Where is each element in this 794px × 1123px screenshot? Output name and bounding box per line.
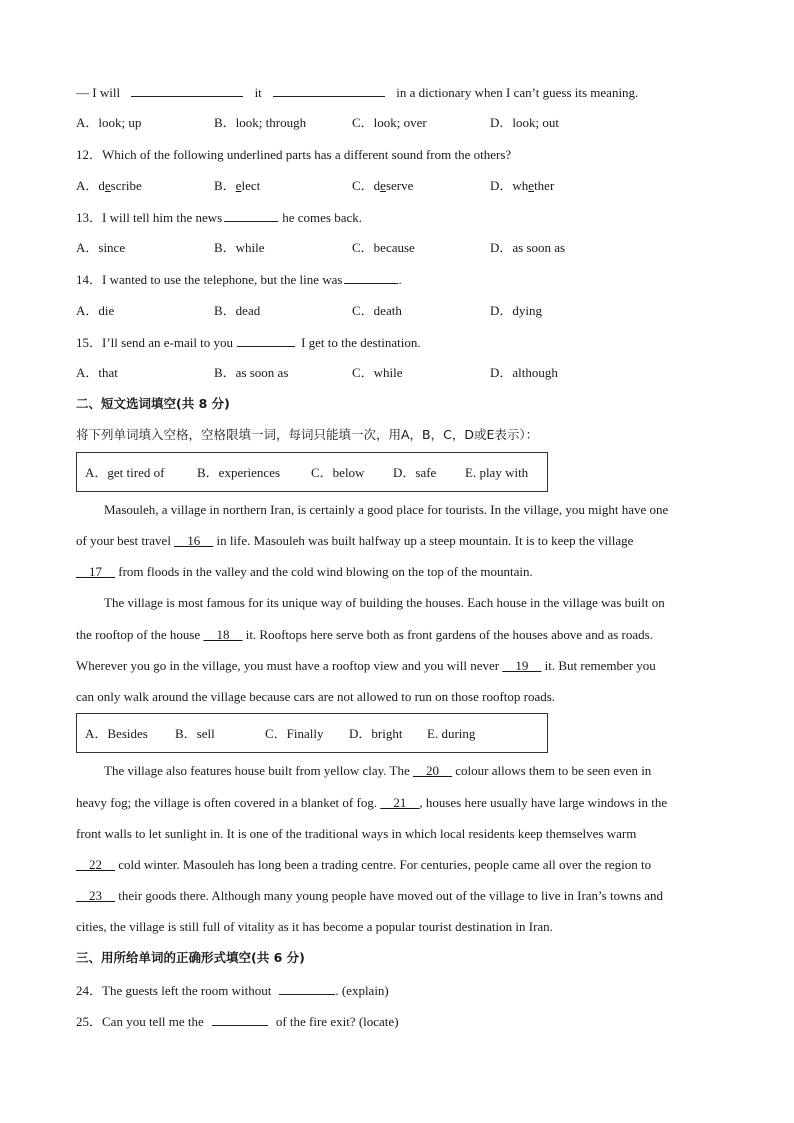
option-c: C．while — [352, 365, 403, 380]
blank-19: __19__ — [502, 658, 542, 673]
option-a: A．describe — [76, 178, 142, 193]
question-25: 25．Can you tell me the of the fire exit? (locate) — [76, 1014, 399, 1029]
blank-17: __17__ — [76, 564, 115, 579]
question-24: 24．The guests left the room without . (explain) — [76, 983, 389, 998]
question-13-options — [76, 240, 716, 256]
option-c: C．because — [352, 240, 415, 255]
option-d: D．whether — [490, 178, 555, 193]
option-d: D．dying — [490, 303, 543, 318]
word-option: D．bright — [349, 726, 403, 741]
word-bank-1 — [76, 452, 548, 492]
option-b: B．as soon as — [214, 365, 289, 380]
option-b: B．elect — [214, 178, 261, 193]
option-d: D．as soon as — [490, 240, 566, 255]
word-option: D．safe — [393, 465, 437, 480]
option-c: C．deserve — [352, 178, 414, 193]
paragraph-2-line: The village is most famous for its unique way of building the houses. Each house in the village was built on — [104, 595, 665, 610]
option-b: B．while — [214, 240, 265, 255]
question-15-stem: 15．I’ll send an e-mail to you I get to the destination. — [76, 335, 421, 350]
word-option: A．Besides — [85, 726, 148, 741]
answer-blank — [224, 209, 278, 222]
paragraph-2-line: Wherever you go in the village, you must have a rooftop view and you will never __19__ it. But remember you — [76, 658, 656, 673]
answer-blank — [279, 982, 335, 995]
word-option: E. during — [427, 726, 476, 741]
paragraph-3-line: The village also features house built from yellow clay. The __20__ colour allows them to be seen even in — [104, 763, 652, 778]
option-c: C．death — [352, 303, 402, 318]
blank-22: __22__ — [76, 857, 115, 872]
paragraph-3-line: heavy fog; the village is often covered in a blanket of fog. __21__, houses here usually have large windows in the — [76, 795, 668, 810]
option-b: B．dead — [214, 303, 261, 318]
section-3-title: 三、用所给单词的正确形式填空(共 6 分) — [76, 950, 305, 965]
section-2-title: 二、短文选词填空(共 8 分) — [76, 396, 230, 411]
answer-blank — [131, 84, 243, 97]
word-option: B．sell — [175, 726, 215, 741]
question-15-options — [76, 365, 716, 381]
option-d: D．look; out — [490, 115, 559, 130]
word-option: E. play with — [465, 465, 529, 480]
option-b: B．look; through — [214, 115, 307, 130]
paragraph-1-line: Masouleh, a village in northern Iran, is certainly a good place for tourists. In the village, you might have one — [104, 502, 669, 517]
option-d: D．although — [490, 365, 558, 380]
blank-23: __23__ — [76, 888, 115, 903]
word-option: C．Finally — [265, 726, 324, 741]
question-12-options — [76, 178, 716, 194]
question-14-stem: 14．I wanted to use the telephone, but the line was . — [76, 272, 402, 287]
section-2-instruction: 将下列单词填入空格，空格限填一词，每词只能填一次，用A，B，C，D或E表示）： — [76, 427, 539, 442]
question-11-options — [76, 115, 716, 131]
word-option: A．get tired of — [85, 465, 165, 480]
blank-16: __16__ — [174, 533, 214, 548]
answer-blank — [237, 334, 295, 347]
paragraph-1-line: of your best travel __16__ in life. Masouleh was built halfway up a steep mountain. It is to keep the village — [76, 533, 634, 548]
paragraph-3-line: front walls to let sunlight in. It is one of the traditional ways in which local residents keep themselves warm — [76, 826, 637, 841]
word-bank-2 — [76, 713, 548, 753]
paragraph-3-line: cities, the village is still full of vitality as it has become a popular tourist destination in Iran. — [76, 919, 553, 934]
paragraph-3-line: __23__ their goods there. Although many young people have moved out of the village to live in Iran’s towns and — [76, 888, 664, 903]
option-a: A．since — [76, 240, 126, 255]
question-13-stem: 13．I will tell him the news he comes back. — [76, 210, 363, 225]
answer-blank — [273, 84, 385, 97]
question-12-stem: 12．Which of the following underlined parts has a different sound from the others? — [76, 147, 512, 162]
answer-blank — [344, 271, 398, 284]
question-14-options — [76, 303, 716, 319]
blank-20: __20__ — [413, 763, 453, 778]
option-a: A．die — [76, 303, 115, 318]
option-a: A．that — [76, 365, 118, 380]
paragraph-2-line: can only walk around the village because cars are not allowed to run on those rooftop roads. — [76, 689, 556, 704]
question-11-stem: — I will it in a dictionary when I can’t guess its meaning. — [76, 85, 639, 100]
option-a: A．look; up — [76, 115, 142, 130]
paragraph-3-line: __22__ cold winter. Masouleh has long been a trading centre. For centuries, people came all over the region to — [76, 857, 652, 872]
blank-21: __21__ — [380, 795, 420, 810]
answer-blank — [212, 1013, 268, 1026]
blank-18: __18__ — [203, 627, 243, 642]
paragraph-2-line: the rooftop of the house __18__ it. Rooftops here serve both as front gardens of the houses above and as roads. — [76, 627, 653, 642]
word-option: B．experiences — [197, 465, 281, 480]
word-option: C．below — [311, 465, 365, 480]
option-c: C．look; over — [352, 115, 427, 130]
paragraph-1-line: __17__ from floods in the valley and the cold wind blowing on the top of the mountain. — [76, 564, 533, 579]
